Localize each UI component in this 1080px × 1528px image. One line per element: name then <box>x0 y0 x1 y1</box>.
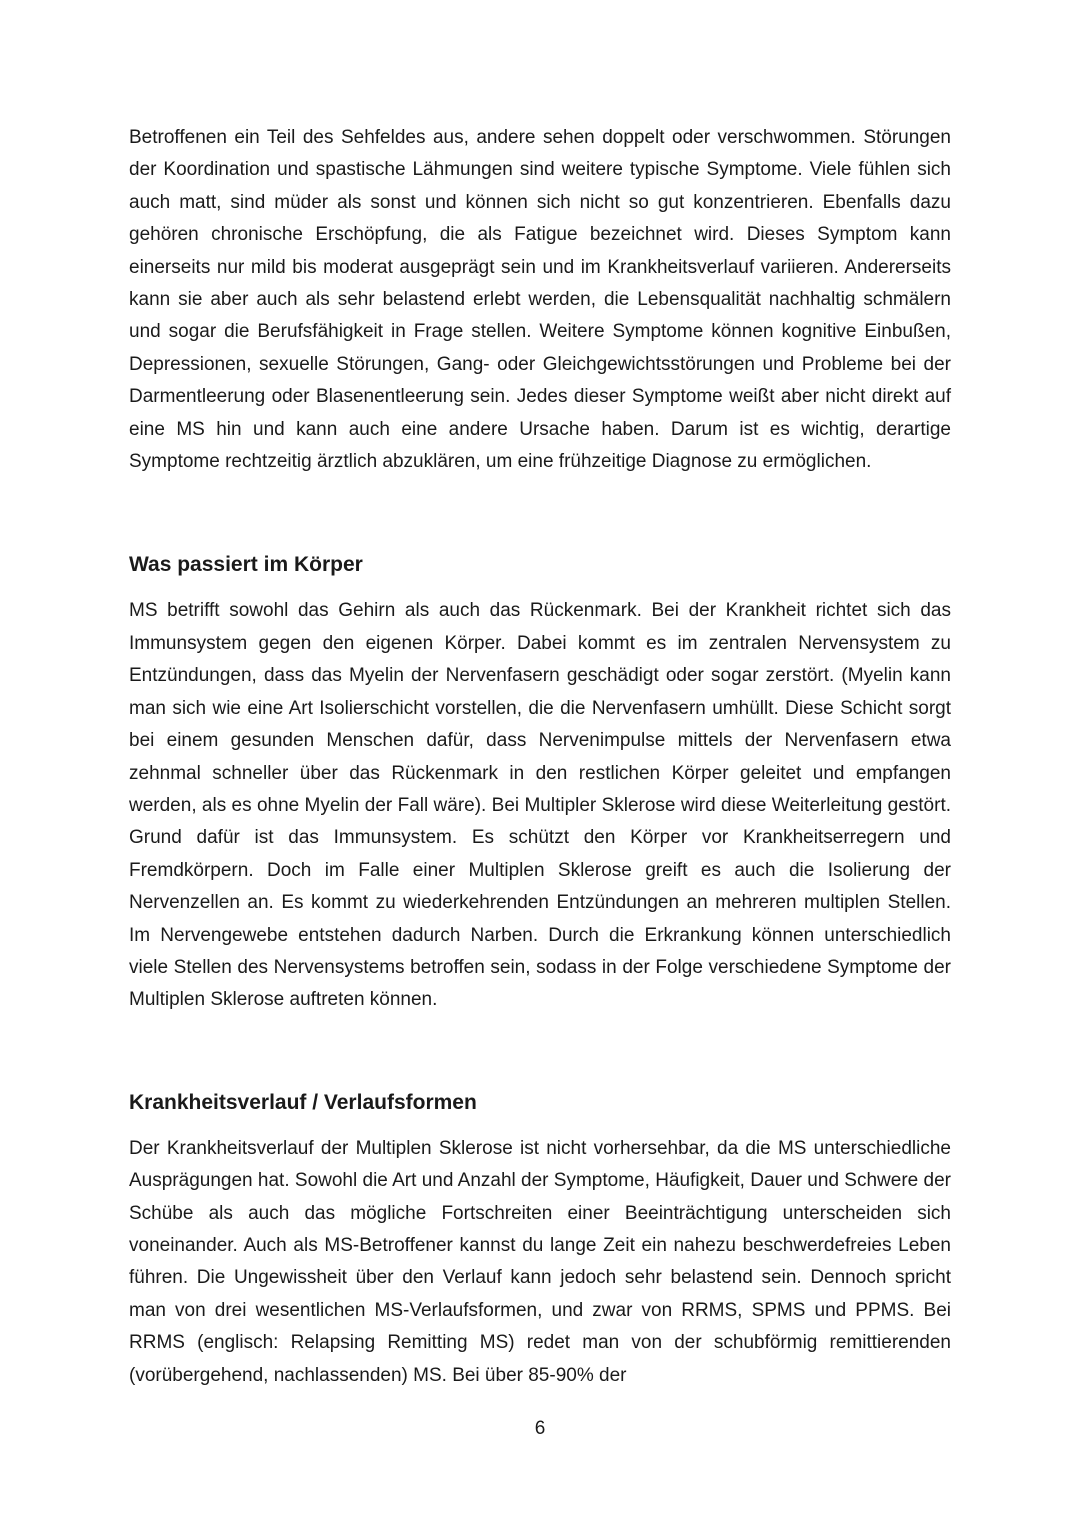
section-heading-course: Krankheitsverlauf / Verlaufsformen <box>129 1090 477 1114</box>
paragraph-symptoms: Betroffenen ein Teil des Sehfeldes aus, andere sehen doppelt oder verschwommen. Störungen der Koordination und spastische Lähmungen sind weitere typische Symptome. Viele fühlen sich auch matt, sind müder als sonst und können sich nicht so gut konzentrieren. Ebenfalls dazu gehören chronische Erschöpfung, die als Fatigue bezeichnet wird. Dieses Symptom kann einerseits nur mild bis moderat ausgeprägt sein und im Krankheitsverlauf variieren. Andererseits kann sie aber auch als sehr belastend erlebt werden, die Lebensqualität nachhaltig schmälern und sogar die Berufsfähigkeit in Frage stellen. Weitere Symptome können kognitive Einbußen, Depressionen, sexuelle Störungen, Gang- oder Gleichgewichtsstörungen und Probleme bei der Darmentleerung oder Blasenentleerung sein. Jedes dieser Symptome weißt aber nicht direkt auf eine MS hin und kann auch eine andere Ursache haben. Darum ist es wichtig, derartige Symptome rechtzeitig ärztlich abzuklären, um eine frühzeitige Diagnose zu ermöglichen. <box>129 127 951 473</box>
paragraph-disease-course: Der Krankheitsverlauf der Multiplen Sklerose ist nicht vorhersehbar, da die MS unterschiedliche Ausprägungen hat. Sowohl die Art und Anzahl der Symptome, Häufigkeit, Dauer und Schwere der Schübe als auch das mögliche Fortschreiten einer Beeinträchtigung unterscheiden sich voneinander. Auch als MS-Betroffener kannst du lange Zeit ein nahezu beschwerdefreies Leben führen. Die Ungewissheit über den Verlauf kann jedoch sehr belastend sein. Dennoch spricht man von drei wesentlichen MS-Verlaufsformen, und zwar von RRMS, SPMS und PPMS. Bei RRMS (englisch: Relapsing Remitting MS) redet man von der schubförmig remittierenden (vorübergehend, nachlassenden) MS. Bei über 85-90% der <box>129 1137 951 1386</box>
page-number: 6 <box>534 1418 546 1439</box>
section-heading-body: Was passiert im Körper <box>129 553 363 577</box>
page-content <box>129 122 951 1392</box>
paragraph-body-process: MS betrifft sowohl das Gehirn als auch das Rückenmark. Bei der Krankheit richtet sich das Immunsystem gegen den eigenen Körper. Dabei kommt es im zentralen Nervensystem zu Entzündungen, dass das Myelin der Nervenfasern geschädigt oder sogar zerstört. (Myelin kann man sich wie eine Art Isolierschicht vorstellen, die die Nervenfasern umhüllt. Diese Schicht sorgt bei einem gesunden Menschen dafür, dass Nervenimpulse mittels der Nervenfasern etwa zehnmal schneller über das Rückenmark in den restlichen Körper geleitet und empfangen werden, als es ohne Myelin der Fall wäre). Bei Multipler Sklerose wird diese Weiterleitung gestört. Grund dafür ist das Immunsystem. Es schützt den Körper vor Krankheitserregern und Fremdkörpern. Doch im Falle einer Multiplen Sklerose greift es auch die Isolierung der Nervenzellen an. Es kommt zu wiederkehrenden Entzündungen an mehreren multiplen Stellen. Im Nervengewebe entstehen dadurch Narben. Durch die Erkrankung können unterschiedlich viele Stellen des Nervensystems betroffen sein, sodass in der Folge verschiedene Symptome der Multiplen Sklerose auftreten können. <box>129 600 951 1011</box>
